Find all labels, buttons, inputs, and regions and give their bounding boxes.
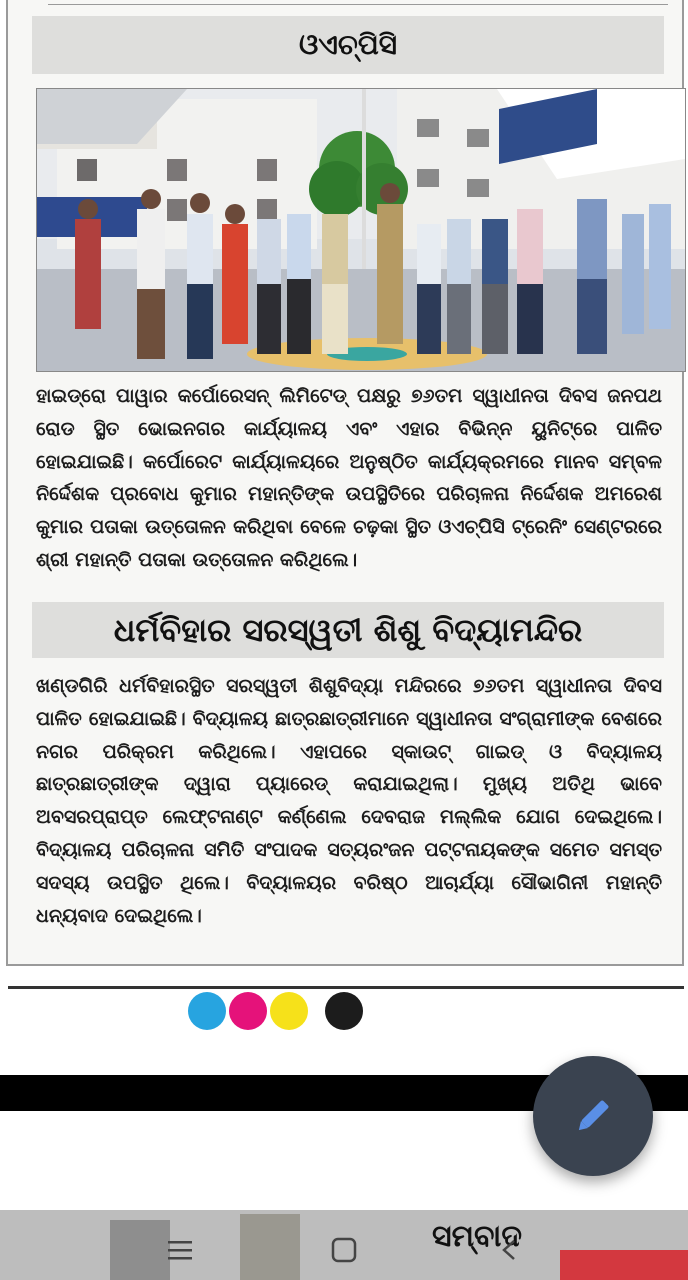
flag-hoisting-photo xyxy=(37,89,685,371)
yellow-dot xyxy=(270,992,308,1030)
nav-home-button[interactable] xyxy=(324,1230,364,1270)
menu-icon xyxy=(166,1239,194,1261)
article-paragraph-school: ଖଣ୍ଡଗିରି ଧର୍ମବିହାରସ୍ଥିତ ସରସ୍ୱତୀ ଶିଶୁବିଦ୍ୟା ମନ୍ଦିରରେ ୭୬ତମ ସ୍ୱାଧୀନତା ଦିବସ ପାଳିତ ହୋଇଯାଇଛି। ବିଦ୍ୟାଳୟ ଛାତ୍ରଛାତ୍ରୀମାନେ ସ୍ୱାଧୀନତା ସଂଗ୍ରାମୀଙ୍କ ବେଶରେ ନଗର ପରିକ୍ରମ କରିଥିଲେ। ଏହାପରେ ସ୍କାଉଟ୍ ଗାଇଡ୍ ଓ ବିଦ୍ୟାଳୟ ଛାତ୍ରଛାତ୍ରୀଙ୍କ ଦ୍ୱାରା ପ୍ୟାରେଡ୍ କରାଯାଇଥିଲା। ମୁଖ୍ୟ ଅତିଥି ଭାବେ ଅବସରପ୍ରାପ୍ତ ଲେଫ୍‌ଟନାଣ୍ଟ କର୍ଣ୍ଣେଲ ଦେବରାଜ ମଲ୍ଲିକ ଯୋଗ ଦେଇଥିଲେ। ବିଦ୍ୟାଳୟ ପରିଚାଳନା ସମିତି ସଂପାଦକ ସତ୍ୟରଂଜନ ପଟ୍ଟନାୟକଙ୍କ ସମେତ ସମସ୍ତ ସଦସ୍ୟ ଉପସ୍ଥିତ ଥିଲେ। ବିଦ୍ୟାଳୟର ବରିଷ୍ଠ ଆଚାର୍ଯ୍ୟା ସୌଭାଗିନୀ ମହାନ୍ତି ଧନ୍ୟବାଦ ଦେଇଥିଲେ। xyxy=(36,675,662,927)
registration-marks xyxy=(188,992,366,1032)
pencil-icon xyxy=(571,1094,615,1138)
news-photo xyxy=(36,88,686,372)
back-arrow-icon xyxy=(498,1238,522,1262)
newspaper-brand-logo: ସମ୍ବାଦ xyxy=(432,1218,522,1254)
edit-fab-button[interactable] xyxy=(533,1056,653,1176)
clipping-top-rule xyxy=(48,0,668,5)
article-paragraph-ohpc: ହାଇଡ୍ରୋ ପାୱାର କର୍ପୋରେସନ୍ ଲିମିଟେଡ୍ ପକ୍ଷରୁ ୭୬ତମ ସ୍ୱାଧୀନତା ଦିବସ ଜନପଥ ରୋଡ ସ୍ଥିତ ଭୋଇନଗର କାର୍ଯ୍ୟାଳୟ ଏବଂ ଏହାର ବିଭିନ୍ନ ୟୁନିଟ୍‌ରେ ପାଳିତ ହୋଇଯାଇଛି। କର୍ପୋରେଟ କାର୍ଯ୍ୟାଳୟରେ ଅନୁଷ୍ଠିତ କାର୍ଯ୍ୟକ୍ରମରେ ମାନବ ସମ୍ବଳ ନିର୍ଦ୍ଦେଶକ ପ୍ରବୋଧ କୁମାର ମହାନ୍ତିଙ୍କ ଉପସ୍ଥିତିରେ ପରିଚାଳନା ନିର୍ଦ୍ଦେଶକ ଅମରେଶ କୁମାର ପତାକା ଉତ୍ତୋଳନ କରିଥିବା ବେଳେ ଚଢ଼କା ସ୍ଥିତ ଓଏଚ୍‌ପିସି ଟ୍ରେନିଂ ସେଣ୍ଟରରେ ଶ୍ରୀ ମହାନ୍ତି ପତାକା ଉତ୍ତୋଳନ କରିଥିଲେ। xyxy=(36,385,662,571)
page-divider xyxy=(8,986,684,989)
nav-back-button[interactable] xyxy=(490,1230,530,1270)
nav-menu-button[interactable] xyxy=(160,1230,200,1270)
cyan-dot xyxy=(188,992,226,1030)
square-home-icon xyxy=(331,1237,357,1263)
newspaper-clipping xyxy=(6,0,684,966)
section-heading-school: ଧର୍ମବିହାର ସରସ୍ୱତୀ ଶିଶୁ ବିଦ୍ୟାମନ୍ଦିର xyxy=(32,602,664,658)
black-dot xyxy=(325,992,363,1030)
magenta-dot xyxy=(229,992,267,1030)
section-heading-ohpc: ଓଏଚ୍‌ପିସି xyxy=(32,16,664,74)
